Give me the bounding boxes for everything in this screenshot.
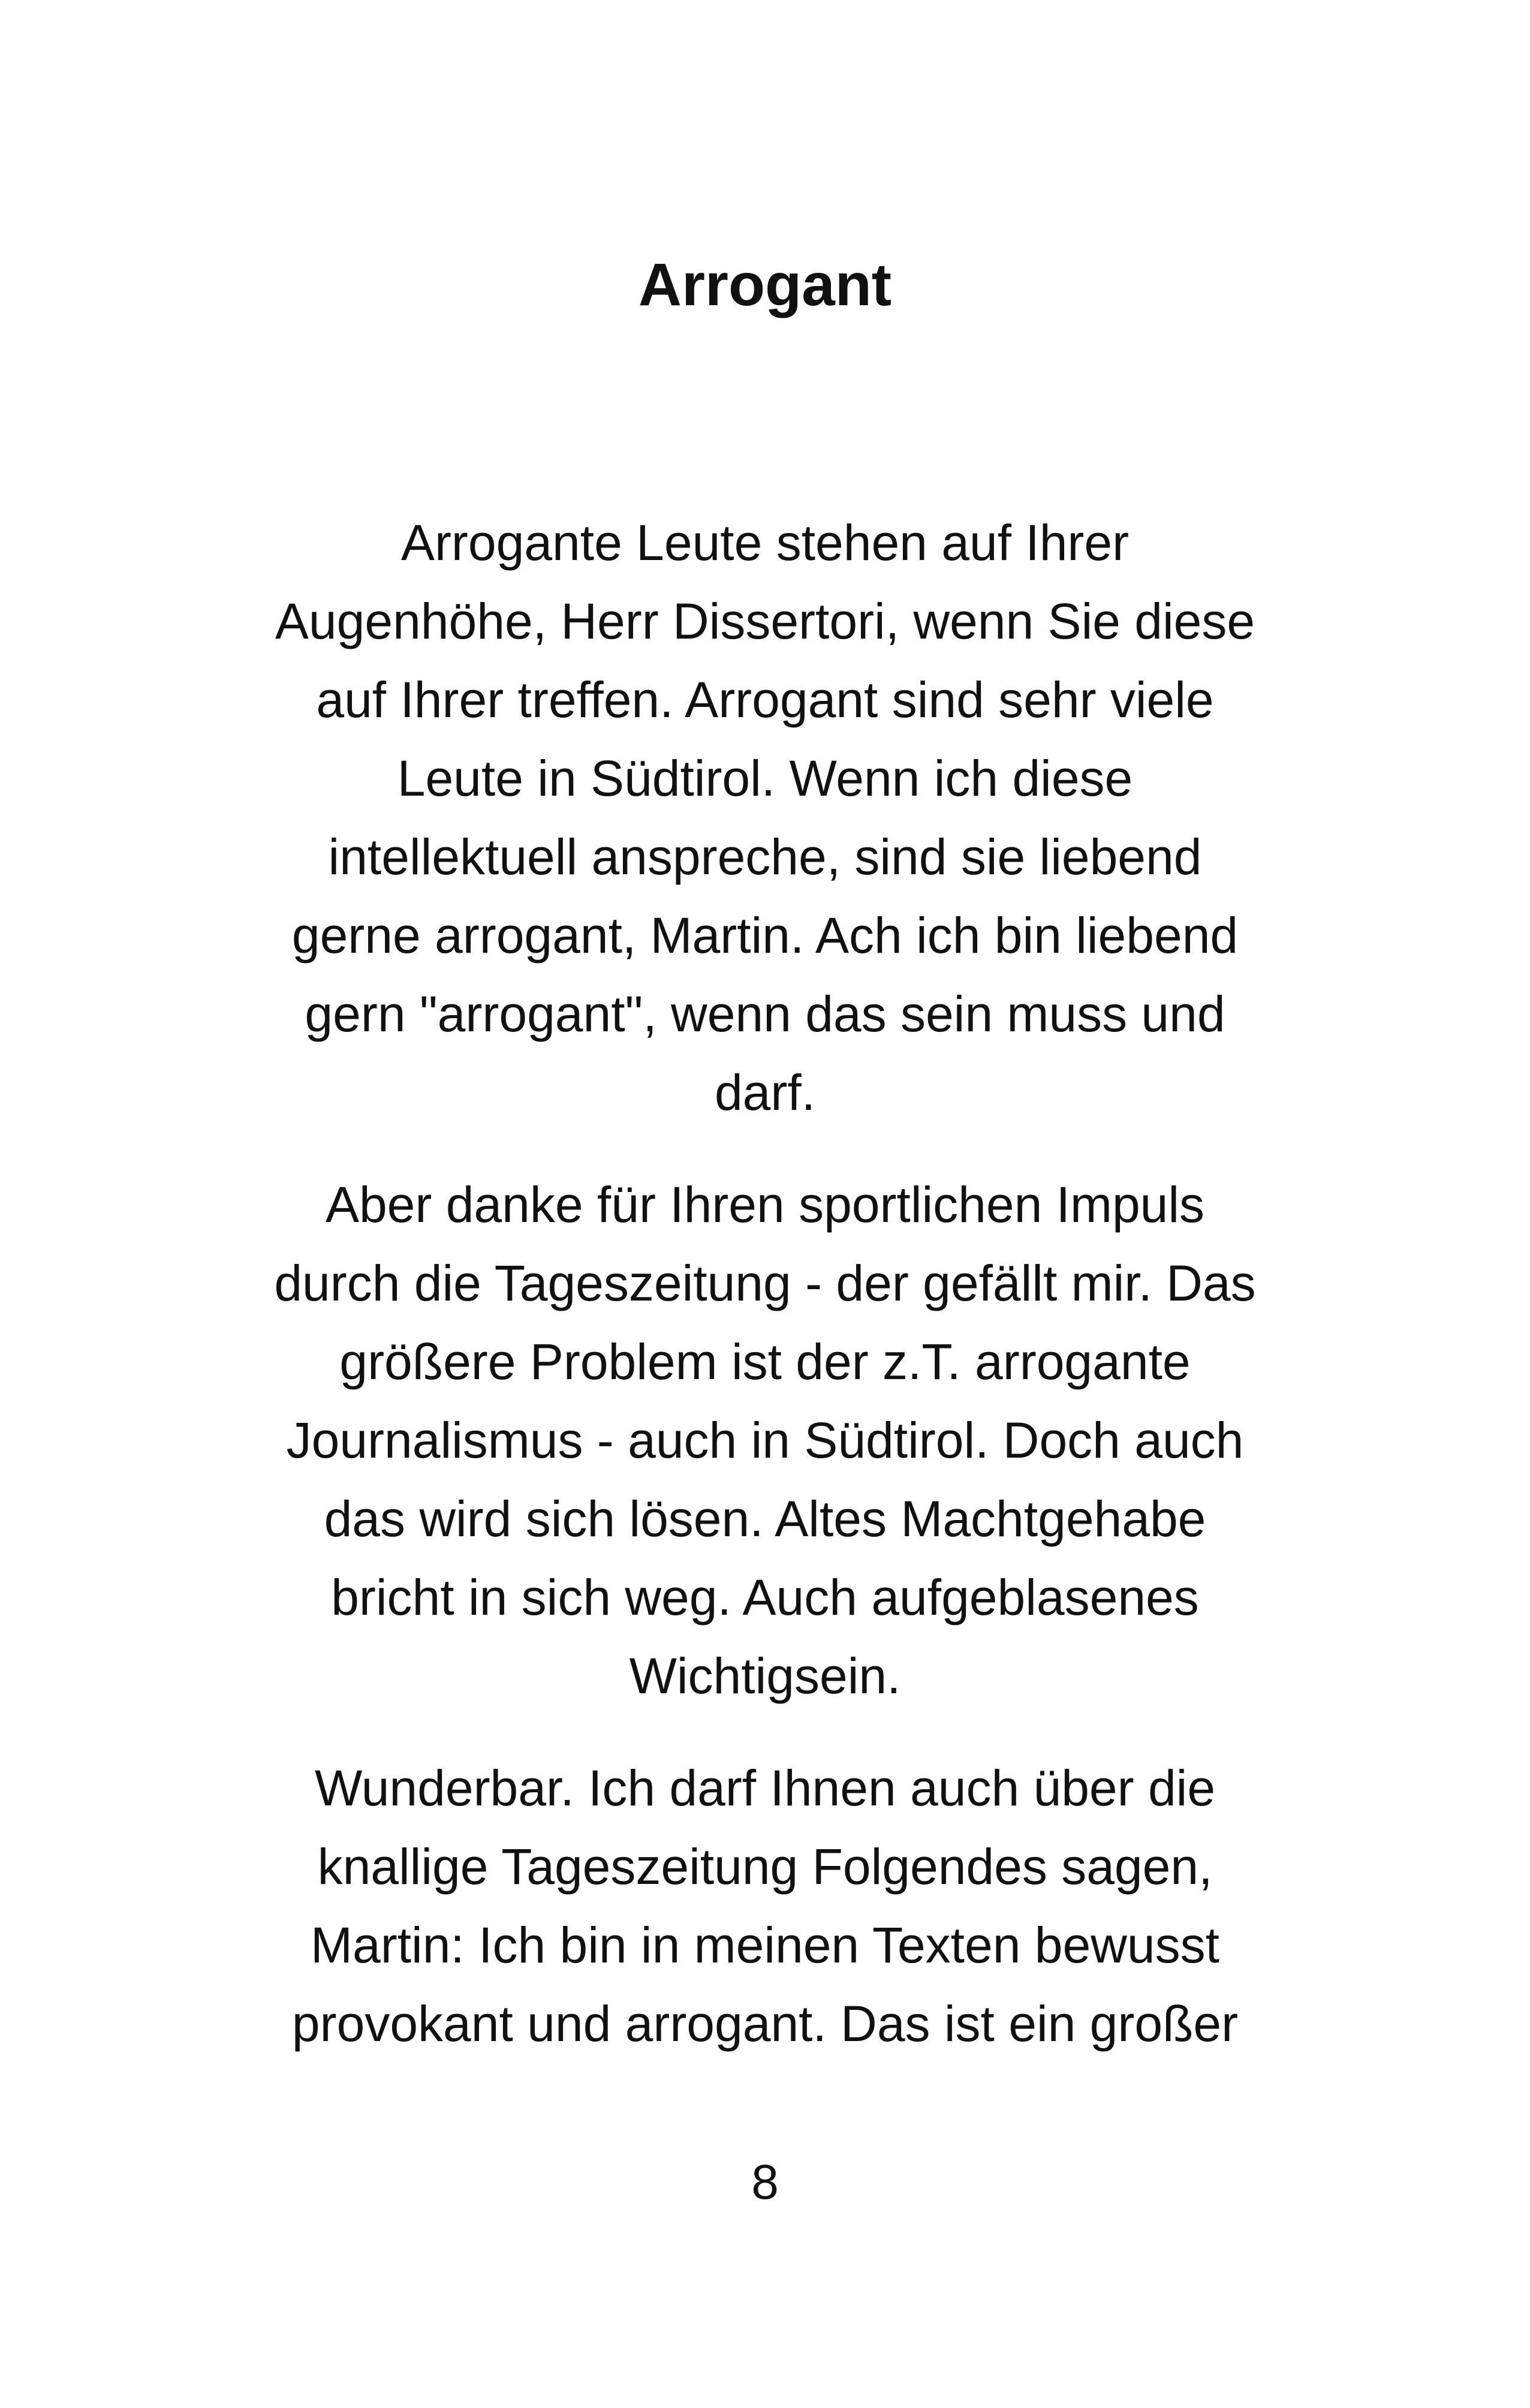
text-line: gern "arrogant", wenn das sein muss und: [305, 986, 1225, 1042]
text-line: Martin: Ich bin in meinen Texten bewusst: [311, 1917, 1219, 1973]
text-line: Wichtigsein.: [629, 1648, 901, 1704]
text-line: Arrogante Leute stehen auf Ihrer: [400, 514, 1130, 571]
chapter-title: Arrogant: [638, 251, 892, 318]
text-line: Wunderbar. Ich darf Ihnen auch über die: [314, 1760, 1216, 1816]
text-line: Journalismus - auch in Südtirol. Doch auch: [286, 1412, 1244, 1468]
text-line: auf Ihrer treffen. Arrogant sind sehr viele: [316, 672, 1214, 728]
chapter-body: [0, 504, 1530, 2097]
text-line: bricht in sich weg. Auch aufgeblasenes: [331, 1569, 1199, 1626]
paragraph-2: [0, 1166, 1530, 1715]
page-number: 8: [751, 2155, 779, 2210]
text-line: darf.: [714, 1064, 816, 1121]
text-line: gerne arrogant, Martin. Ach ich bin liebend: [291, 907, 1239, 964]
text-line: Leute in Südtirol. Wenn ich diese: [397, 750, 1133, 806]
text-line: größere Problem ist der z.T. arrogante: [339, 1334, 1191, 1390]
text-line: Aber danke für Ihren sportlichen Impuls: [325, 1176, 1205, 1233]
text-line: durch die Tageszeitung - der gefällt mir. Das: [274, 1255, 1256, 1311]
paragraph-1: [0, 504, 1530, 1132]
paragraph-3: [0, 1749, 1530, 2063]
text-line: Augenhöhe, Herr Dissertori, wenn Sie diese: [275, 593, 1255, 649]
text-line: intellektuell anspreche, sind sie liebend: [328, 829, 1202, 885]
text-line: knallige Tageszeitung Folgendes sagen,: [317, 1838, 1213, 1895]
text-line: das wird sich lösen. Altes Machtgehabe: [324, 1491, 1206, 1547]
text-line: provokant und arrogant. Das ist ein großer: [291, 1995, 1239, 2052]
